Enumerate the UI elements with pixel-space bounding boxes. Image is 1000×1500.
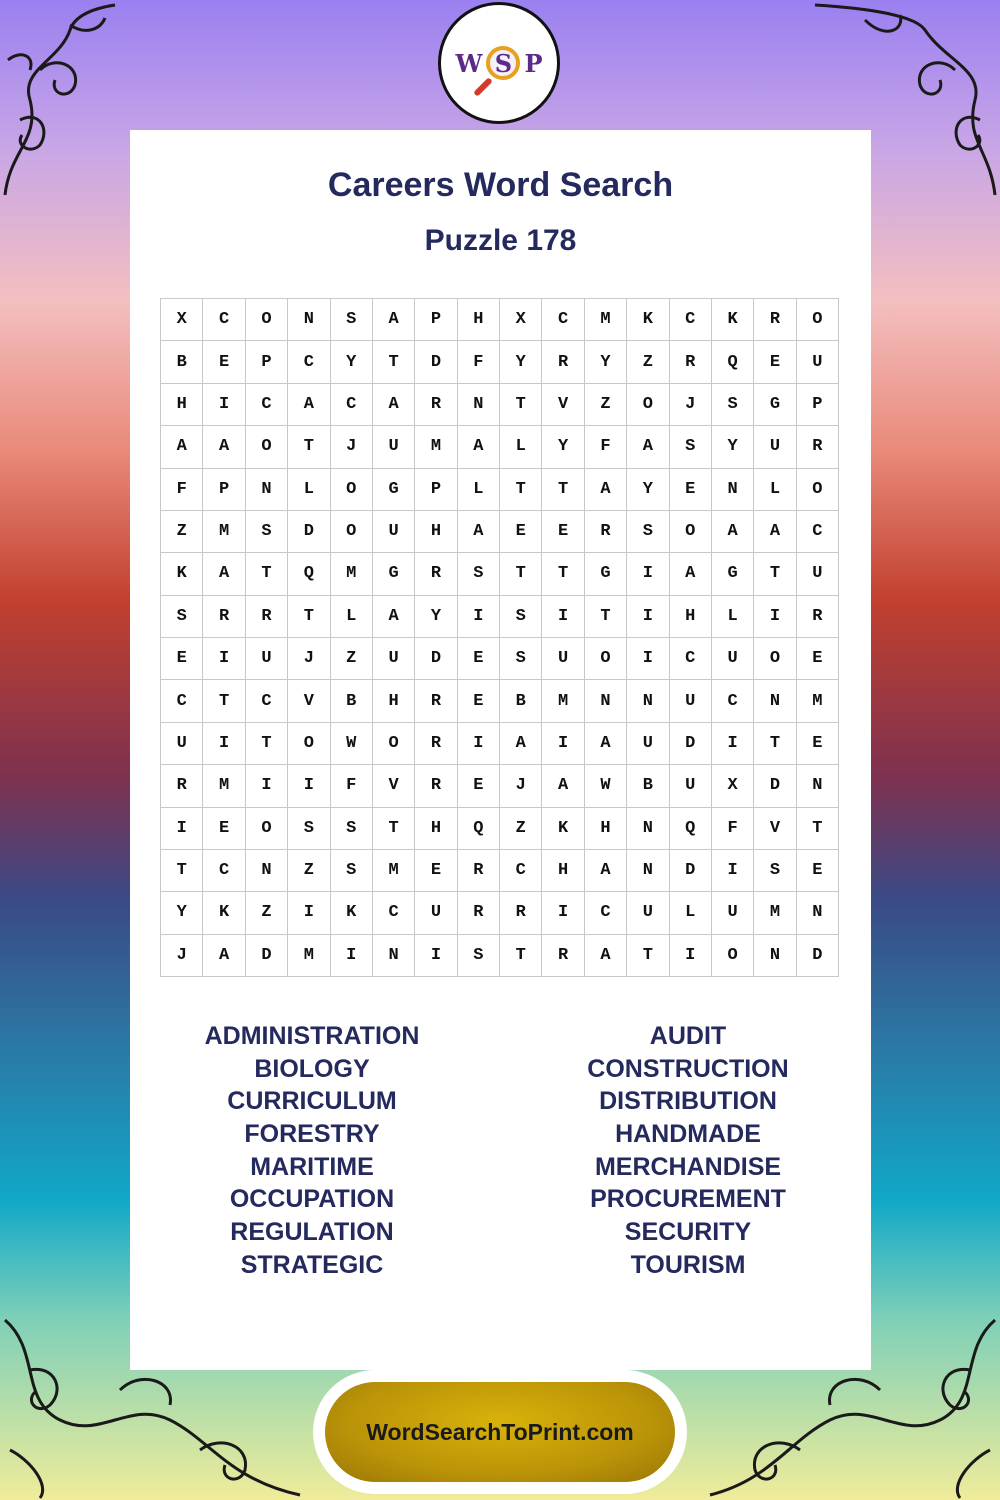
grid-cell[interactable]: H [542, 850, 584, 892]
grid-cell[interactable]: T [627, 935, 669, 977]
grid-cell[interactable]: I [288, 892, 330, 934]
grid-cell[interactable]: N [627, 808, 669, 850]
grid-cell[interactable]: V [288, 680, 330, 722]
grid-cell[interactable]: Y [542, 426, 584, 468]
grid-cell[interactable]: H [415, 511, 457, 553]
grid-cell[interactable]: O [627, 384, 669, 426]
grid-cell[interactable]: P [415, 299, 457, 341]
grid-cell[interactable]: S [331, 299, 373, 341]
word-list-item: REGULATION [230, 1218, 394, 1247]
grid-cell[interactable]: K [712, 299, 754, 341]
grid-cell[interactable]: L [500, 426, 542, 468]
ornament-top-left-icon [0, 0, 120, 200]
grid-cell[interactable]: G [754, 384, 796, 426]
grid-cell[interactable]: C [246, 384, 288, 426]
word-list-item: ADMINISTRATION [204, 1022, 420, 1050]
grid-cell[interactable]: S [627, 511, 669, 553]
grid-cell[interactable]: Z [246, 892, 288, 934]
word-list-item: BIOLOGY [254, 1054, 370, 1083]
grid-cell[interactable]: C [373, 892, 415, 934]
grid-cell[interactable]: A [585, 850, 627, 892]
grid-cell[interactable]: T [373, 808, 415, 850]
grid-cell[interactable]: M [585, 299, 627, 341]
grid-cell[interactable]: E [542, 511, 584, 553]
grid-cell[interactable]: H [373, 680, 415, 722]
grid-cell[interactable]: K [542, 808, 584, 850]
grid-cell[interactable]: P [203, 469, 245, 511]
grid-cell[interactable]: C [331, 384, 373, 426]
puzzle-card [130, 130, 871, 1370]
grid-cell[interactable]: O [585, 638, 627, 680]
grid-cell[interactable]: T [585, 596, 627, 638]
grid-cell[interactable]: E [670, 469, 712, 511]
grid-cell[interactable]: Y [161, 892, 203, 934]
grid-cell[interactable]: R [670, 341, 712, 383]
grid-cell[interactable]: E [458, 638, 500, 680]
word-list-right [538, 1020, 838, 1282]
grid-cell[interactable]: M [203, 765, 245, 807]
grid-cell[interactable]: I [627, 553, 669, 595]
grid-cell[interactable]: A [458, 511, 500, 553]
grid-cell[interactable]: A [373, 299, 415, 341]
grid-cell[interactable]: O [797, 469, 839, 511]
grid-cell[interactable]: S [331, 808, 373, 850]
grid-cell[interactable]: T [754, 723, 796, 765]
grid-cell[interactable]: M [797, 680, 839, 722]
grid-cell[interactable]: D [415, 638, 457, 680]
logo-letter-s: S [494, 48, 513, 78]
word-list-item: PROCUREMENT [590, 1185, 786, 1214]
grid-cell[interactable]: H [415, 808, 457, 850]
grid-cell[interactable]: Y [585, 341, 627, 383]
grid-cell[interactable]: R [415, 723, 457, 765]
grid-cell[interactable]: E [458, 765, 500, 807]
grid-cell[interactable]: K [627, 299, 669, 341]
grid-cell[interactable]: X [500, 299, 542, 341]
grid-cell[interactable]: N [797, 892, 839, 934]
grid-cell[interactable]: I [712, 723, 754, 765]
grid-cell[interactable]: L [331, 596, 373, 638]
grid-cell[interactable]: A [373, 596, 415, 638]
grid-cell[interactable]: U [373, 638, 415, 680]
grid-cell[interactable]: Q [712, 341, 754, 383]
grid-cell[interactable]: I [542, 723, 584, 765]
grid-cell[interactable]: D [797, 935, 839, 977]
grid-cell[interactable]: I [331, 935, 373, 977]
grid-cell[interactable]: G [712, 553, 754, 595]
grid-cell[interactable]: I [670, 935, 712, 977]
grid-cell[interactable]: O [331, 469, 373, 511]
grid-cell[interactable]: V [754, 808, 796, 850]
grid-cell[interactable]: T [542, 469, 584, 511]
grid-cell[interactable]: I [203, 723, 245, 765]
grid-cell[interactable]: L [288, 469, 330, 511]
page-title: Careers Word Search [327, 166, 674, 204]
grid-cell[interactable]: D [288, 511, 330, 553]
grid-cell[interactable]: F [585, 426, 627, 468]
grid-cell[interactable]: I [712, 850, 754, 892]
grid-cell[interactable]: D [246, 935, 288, 977]
grid-cell[interactable]: S [458, 935, 500, 977]
grid-cell[interactable]: E [161, 638, 203, 680]
grid-cell[interactable]: M [754, 892, 796, 934]
grid-cell[interactable]: N [754, 680, 796, 722]
grid-cell[interactable]: Z [500, 808, 542, 850]
grid-cell[interactable]: A [712, 511, 754, 553]
grid-cell[interactable]: Y [415, 596, 457, 638]
grid-cell[interactable]: N [627, 680, 669, 722]
grid-cell[interactable]: M [373, 850, 415, 892]
grid-cell[interactable]: H [670, 596, 712, 638]
grid-cell[interactable]: N [585, 680, 627, 722]
grid-cell[interactable]: Y [627, 469, 669, 511]
grid-cell[interactable]: E [797, 723, 839, 765]
grid-cell[interactable]: J [670, 384, 712, 426]
grid-cell[interactable]: I [246, 765, 288, 807]
grid-cell[interactable]: R [458, 892, 500, 934]
grid-cell[interactable]: N [754, 935, 796, 977]
grid-cell[interactable]: C [712, 680, 754, 722]
grid-cell[interactable]: O [670, 511, 712, 553]
grid-cell[interactable]: H [458, 299, 500, 341]
grid-cell[interactable]: L [712, 596, 754, 638]
grid-cell[interactable]: U [627, 892, 669, 934]
grid-cell[interactable]: D [415, 341, 457, 383]
grid-cell[interactable]: Z [585, 384, 627, 426]
grid-cell[interactable]: C [203, 850, 245, 892]
grid-cell[interactable]: S [670, 426, 712, 468]
magnifier-icon [486, 46, 520, 80]
grid-cell[interactable]: P [246, 341, 288, 383]
grid-cell[interactable]: N [458, 384, 500, 426]
grid-cell[interactable]: T [288, 426, 330, 468]
grid-cell[interactable]: G [373, 469, 415, 511]
grid-cell[interactable]: E [797, 638, 839, 680]
grid-cell[interactable]: R [797, 596, 839, 638]
grid-cell[interactable]: R [585, 511, 627, 553]
logo-letter-p: P [524, 48, 543, 78]
grid-cell[interactable]: O [712, 935, 754, 977]
grid-cell[interactable]: S [458, 553, 500, 595]
grid-cell[interactable]: C [288, 341, 330, 383]
grid-cell[interactable]: A [585, 935, 627, 977]
grid-cell[interactable]: B [161, 341, 203, 383]
grid-cell[interactable]: S [161, 596, 203, 638]
word-list-item: OCCUPATION [229, 1185, 395, 1214]
letter-grid [160, 298, 839, 977]
grid-cell[interactable]: T [754, 553, 796, 595]
grid-cell[interactable]: D [670, 850, 712, 892]
grid-cell[interactable]: M [331, 553, 373, 595]
word-list-item: STRATEGIC [240, 1250, 384, 1279]
grid-cell[interactable]: A [458, 426, 500, 468]
grid-cell[interactable]: E [415, 850, 457, 892]
grid-cell[interactable]: N [712, 469, 754, 511]
grid-cell[interactable]: O [754, 638, 796, 680]
grid-cell[interactable]: E [500, 511, 542, 553]
grid-cell[interactable]: R [754, 299, 796, 341]
grid-cell[interactable]: M [542, 680, 584, 722]
grid-cell[interactable]: V [542, 384, 584, 426]
grid-cell[interactable]: W [585, 765, 627, 807]
grid-cell[interactable]: F [458, 341, 500, 383]
grid-cell[interactable]: U [415, 892, 457, 934]
grid-cell[interactable]: A [585, 723, 627, 765]
grid-cell[interactable]: P [415, 469, 457, 511]
grid-cell[interactable]: S [246, 511, 288, 553]
grid-cell[interactable]: I [542, 892, 584, 934]
grid-cell[interactable]: O [288, 723, 330, 765]
grid-cell[interactable]: K [161, 553, 203, 595]
grid-cell[interactable]: R [797, 426, 839, 468]
grid-cell[interactable]: I [754, 596, 796, 638]
grid-cell[interactable]: U [797, 553, 839, 595]
grid-cell[interactable]: E [754, 341, 796, 383]
grid-cell[interactable]: A [203, 553, 245, 595]
grid-cell[interactable]: S [500, 638, 542, 680]
grid-cell[interactable]: U [712, 638, 754, 680]
grid-cell[interactable]: T [373, 341, 415, 383]
grid-cell[interactable]: S [331, 850, 373, 892]
word-list-item: CURRICULUM [227, 1087, 397, 1116]
grid-cell[interactable]: G [585, 553, 627, 595]
grid-cell[interactable]: V [373, 765, 415, 807]
footer-badge [313, 1370, 687, 1494]
grid-cell[interactable]: T [246, 553, 288, 595]
grid-cell[interactable]: R [415, 765, 457, 807]
grid-cell[interactable]: N [246, 469, 288, 511]
word-list-item: AUDIT [649, 1022, 727, 1050]
grid-cell[interactable]: Y [331, 341, 373, 383]
grid-cell[interactable]: R [415, 553, 457, 595]
grid-cell[interactable]: N [627, 850, 669, 892]
grid-cell[interactable]: C [542, 299, 584, 341]
grid-cell[interactable]: X [161, 299, 203, 341]
grid-cell[interactable]: A [500, 723, 542, 765]
grid-cell[interactable]: M [288, 935, 330, 977]
grid-cell[interactable]: S [712, 384, 754, 426]
grid-cell[interactable]: A [754, 511, 796, 553]
grid-cell[interactable]: A [288, 384, 330, 426]
grid-cell[interactable]: J [500, 765, 542, 807]
grid-cell[interactable]: I [627, 638, 669, 680]
grid-cell[interactable]: I [542, 596, 584, 638]
grid-cell[interactable]: S [288, 808, 330, 850]
grid-cell[interactable]: F [712, 808, 754, 850]
grid-cell[interactable]: C [670, 638, 712, 680]
word-list-item: DISTRIBUTION [599, 1087, 777, 1116]
grid-cell[interactable]: C [246, 680, 288, 722]
grid-cell[interactable]: R [161, 765, 203, 807]
grid-cell[interactable]: X [712, 765, 754, 807]
grid-cell[interactable]: L [670, 892, 712, 934]
grid-cell[interactable]: C [797, 511, 839, 553]
grid-cell[interactable]: L [754, 469, 796, 511]
grid-cell[interactable]: O [331, 511, 373, 553]
grid-cell[interactable]: D [670, 723, 712, 765]
word-list-item: CONSTRUCTION [587, 1054, 789, 1083]
grid-cell[interactable]: A [585, 469, 627, 511]
grid-cell[interactable]: R [246, 596, 288, 638]
grid-cell[interactable]: C [500, 850, 542, 892]
grid-cell[interactable]: Q [288, 553, 330, 595]
grid-cell[interactable]: N [373, 935, 415, 977]
grid-cell[interactable]: R [203, 596, 245, 638]
grid-cell[interactable]: U [246, 638, 288, 680]
grid-cell[interactable]: I [288, 765, 330, 807]
grid-cell[interactable]: U [712, 892, 754, 934]
grid-cell[interactable]: S [754, 850, 796, 892]
grid-cell[interactable]: U [797, 341, 839, 383]
grid-cell[interactable]: P [797, 384, 839, 426]
word-list-item: FORESTRY [244, 1120, 380, 1149]
grid-cell[interactable]: C [670, 299, 712, 341]
grid-cell[interactable]: U [161, 723, 203, 765]
grid-cell[interactable]: Q [458, 808, 500, 850]
grid-cell[interactable]: U [627, 723, 669, 765]
grid-cell[interactable]: E [203, 808, 245, 850]
grid-cell[interactable]: U [542, 638, 584, 680]
grid-cell[interactable]: I [627, 596, 669, 638]
grid-cell[interactable]: I [161, 808, 203, 850]
grid-cell[interactable]: N [288, 299, 330, 341]
grid-cell[interactable]: L [458, 469, 500, 511]
grid-cell[interactable]: T [203, 680, 245, 722]
grid-cell[interactable]: T [500, 553, 542, 595]
word-list-item: TOURISM [630, 1250, 746, 1279]
grid-cell[interactable]: M [415, 426, 457, 468]
logo-letter-w: W [455, 48, 483, 78]
grid-cell[interactable]: I [203, 638, 245, 680]
site-logo [438, 2, 560, 124]
grid-cell[interactable]: Q [670, 808, 712, 850]
grid-cell[interactable]: A [627, 426, 669, 468]
grid-cell[interactable]: N [246, 850, 288, 892]
grid-cell[interactable]: I [458, 596, 500, 638]
grid-cell[interactable]: E [203, 341, 245, 383]
grid-cell[interactable]: R [542, 935, 584, 977]
grid-cell[interactable]: O [797, 299, 839, 341]
grid-cell[interactable]: R [500, 892, 542, 934]
grid-cell[interactable]: T [246, 723, 288, 765]
grid-cell[interactable]: C [161, 680, 203, 722]
grid-cell[interactable]: T [542, 553, 584, 595]
grid-cell[interactable]: A [542, 765, 584, 807]
grid-cell[interactable]: I [203, 384, 245, 426]
grid-cell[interactable]: R [415, 384, 457, 426]
grid-cell[interactable]: H [161, 384, 203, 426]
grid-cell[interactable]: D [754, 765, 796, 807]
grid-cell[interactable]: K [203, 892, 245, 934]
grid-cell[interactable]: Z [288, 850, 330, 892]
grid-cell[interactable]: G [373, 553, 415, 595]
grid-cell[interactable]: B [331, 680, 373, 722]
puzzle-number: Puzzle 178 [424, 224, 577, 257]
grid-cell[interactable]: Z [627, 341, 669, 383]
grid-cell[interactable]: Z [161, 511, 203, 553]
word-list-item: MARITIME [250, 1152, 374, 1181]
grid-cell[interactable]: U [754, 426, 796, 468]
grid-cell[interactable]: A [203, 935, 245, 977]
grid-cell[interactable]: T [500, 469, 542, 511]
grid-cell[interactable]: H [585, 808, 627, 850]
grid-cell[interactable]: M [203, 511, 245, 553]
grid-cell[interactable]: S [500, 596, 542, 638]
grid-cell[interactable]: E [797, 850, 839, 892]
grid-cell[interactable]: N [797, 765, 839, 807]
grid-cell[interactable]: J [161, 935, 203, 977]
grid-cell[interactable]: O [246, 426, 288, 468]
site-link[interactable]: WordSearchToPrint.com [325, 1382, 675, 1482]
grid-cell[interactable]: T [500, 935, 542, 977]
grid-cell[interactable]: I [458, 723, 500, 765]
grid-cell[interactable]: O [246, 808, 288, 850]
grid-cell[interactable]: T [161, 850, 203, 892]
grid-cell[interactable]: Y [712, 426, 754, 468]
grid-cell[interactable]: U [373, 511, 415, 553]
grid-cell[interactable]: R [542, 341, 584, 383]
grid-cell[interactable]: F [331, 765, 373, 807]
grid-cell[interactable]: A [203, 426, 245, 468]
word-list-item: HANDMADE [615, 1120, 761, 1149]
grid-cell[interactable]: U [670, 680, 712, 722]
word-list-item: SECURITY [624, 1218, 752, 1247]
grid-cell[interactable]: R [415, 680, 457, 722]
grid-cell[interactable]: O [246, 299, 288, 341]
grid-cell[interactable]: T [797, 808, 839, 850]
grid-cell[interactable]: B [500, 680, 542, 722]
grid-cell[interactable]: C [585, 892, 627, 934]
grid-cell[interactable]: J [331, 426, 373, 468]
grid-cell[interactable]: O [373, 723, 415, 765]
grid-cell[interactable]: A [373, 384, 415, 426]
word-list-left [162, 1020, 462, 1282]
grid-cell[interactable]: I [415, 935, 457, 977]
grid-cell[interactable]: U [670, 765, 712, 807]
grid-cell[interactable]: W [331, 723, 373, 765]
grid-cell[interactable]: T [500, 384, 542, 426]
grid-cell[interactable]: Y [500, 341, 542, 383]
grid-cell[interactable]: T [288, 596, 330, 638]
grid-cell[interactable]: A [670, 553, 712, 595]
grid-cell[interactable]: B [627, 765, 669, 807]
grid-cell[interactable]: Z [331, 638, 373, 680]
grid-cell[interactable]: K [331, 892, 373, 934]
grid-cell[interactable]: U [373, 426, 415, 468]
grid-cell[interactable]: E [458, 680, 500, 722]
word-list-item: MERCHANDISE [594, 1152, 782, 1181]
grid-cell[interactable]: C [203, 299, 245, 341]
grid-cell[interactable]: A [161, 426, 203, 468]
grid-cell[interactable]: J [288, 638, 330, 680]
grid-cell[interactable]: R [458, 850, 500, 892]
grid-cell[interactable]: F [161, 469, 203, 511]
